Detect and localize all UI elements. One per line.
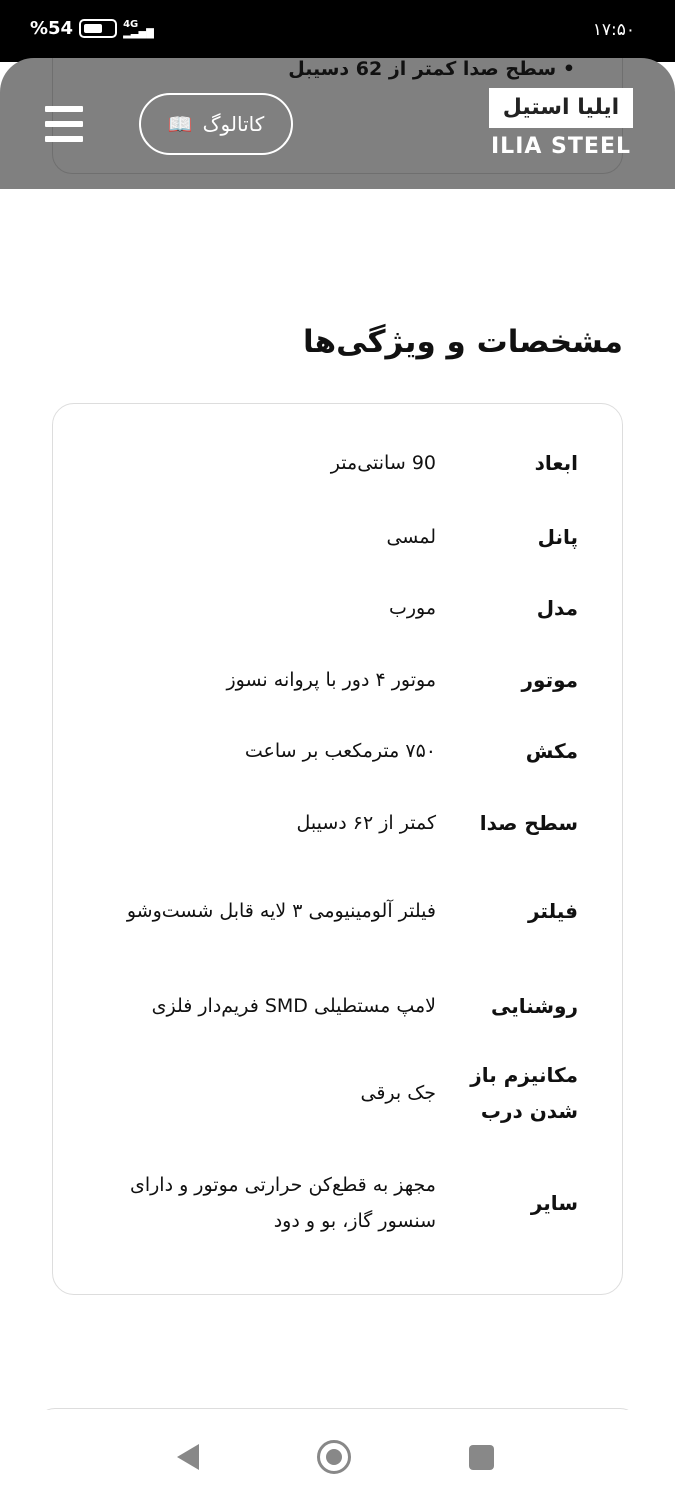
logo-fa: ایلیا استیل xyxy=(489,88,633,128)
spec-label: مکش xyxy=(525,739,578,763)
spec-label: مکانیزم باز شدن درب xyxy=(470,1063,578,1123)
spec-value: لامپ مستطیلی SMD فریم‌دار فلزی xyxy=(151,995,436,1017)
spec-value: کمتر از ۶۲ دسیبل xyxy=(296,812,436,834)
catalog-label: کاتالوگ xyxy=(202,112,265,136)
book-icon: 📖 xyxy=(167,112,193,136)
section-title: مشخصات و ویژگی‌ها xyxy=(303,324,623,360)
spec-value: جک برقی xyxy=(360,1082,436,1104)
spec-value: مورب xyxy=(388,597,436,619)
catalog-button[interactable] xyxy=(139,93,293,155)
home-icon[interactable] xyxy=(317,1440,351,1474)
recents-icon[interactable] xyxy=(469,1445,494,1470)
clock: ۱۷:۵۰ xyxy=(592,20,635,40)
spec-label: موتور xyxy=(521,668,578,692)
spec-label: ابعاد xyxy=(534,451,578,475)
spec-label: پانل xyxy=(537,525,578,549)
site-header xyxy=(0,58,675,189)
battery-percent: %54 xyxy=(30,18,74,39)
specs-card xyxy=(52,403,623,1295)
logo-en: ILIA STEEL xyxy=(490,134,631,159)
spec-label: مدل xyxy=(536,596,578,620)
spec-value: فیلتر آلومینیومی ۳ لایه قابل شست‌وشو xyxy=(126,900,436,922)
spec-value: ۷۵۰ مترمکعب بر ساعت xyxy=(244,740,436,762)
spec-label: سایر xyxy=(530,1191,578,1215)
signal-icon: 4G ▂▃▅▇ xyxy=(123,18,154,39)
back-icon[interactable] xyxy=(177,1444,199,1470)
spec-value: موتور ۴ دور با پروانه نسوز xyxy=(226,669,436,691)
hamburger-menu-icon[interactable] xyxy=(45,106,83,151)
status-bar xyxy=(0,0,675,62)
battery-icon xyxy=(79,19,117,38)
spec-value: مجهز به قطع‌کن حرارتی موتور و دارای سنسور گاز، بو و دود xyxy=(129,1174,436,1232)
logo[interactable] xyxy=(489,88,633,159)
spec-label: روشنایی xyxy=(490,994,578,1018)
spec-label: سطح صدا xyxy=(479,811,578,835)
spec-value: 90 سانتی‌متر xyxy=(330,452,436,474)
spec-label: فیلتر xyxy=(527,899,578,923)
background-bullet-text: • سطح صدا کمتر از 62 دسیبل xyxy=(288,58,575,80)
spec-value: لمسی xyxy=(386,526,436,548)
